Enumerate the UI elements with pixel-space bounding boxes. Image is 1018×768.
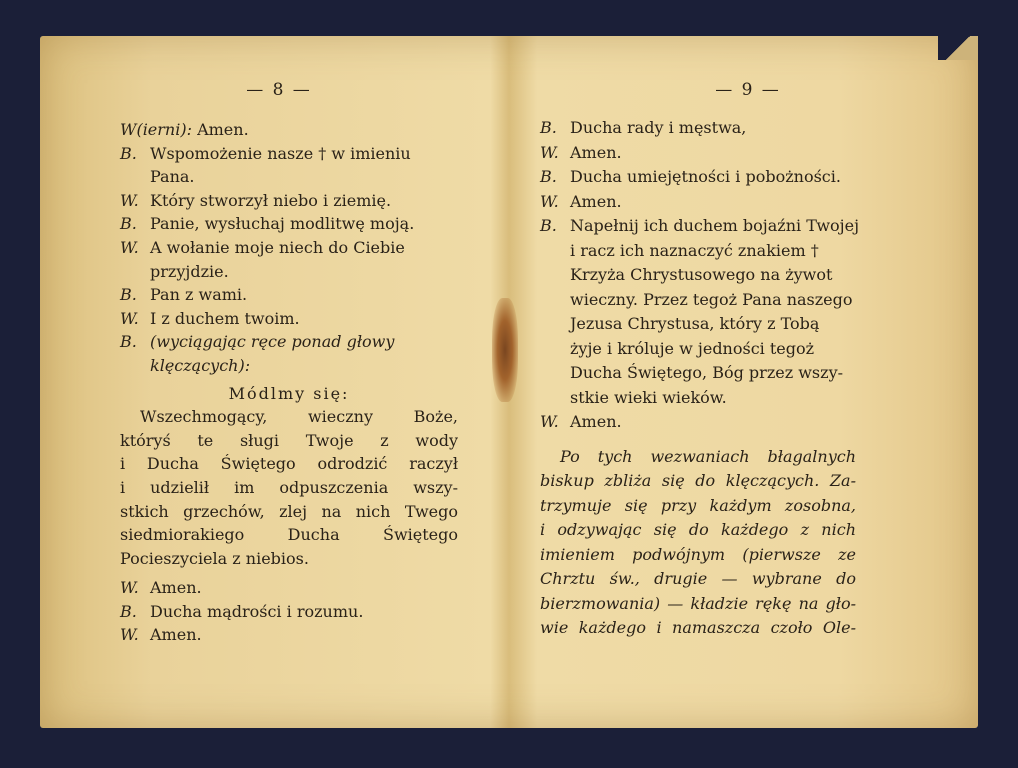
prayer-heading: Módlmy się:: [228, 383, 350, 403]
line-text: (wyciągając ręce ponad głowy: [150, 332, 395, 352]
right-page: [518, 36, 978, 728]
text-line: imieniem podwójnym (pierwsze ze: [540, 544, 856, 564]
line-text: Amen.: [570, 191, 622, 211]
speaker-label: B.: [540, 216, 557, 235]
text-line: któryś te sługi Twoje z wody: [120, 430, 458, 450]
text-line: [120, 307, 458, 331]
text-line: i udzielił im odpuszczenia wszy-: [120, 477, 458, 497]
text-line: [540, 410, 856, 435]
line-text: Amen.: [150, 578, 202, 598]
text-line: [120, 283, 458, 307]
line-text: stkie wieki wieków.: [570, 387, 727, 407]
line-text: A wołanie moje niech do Ciebie: [150, 237, 405, 257]
line-text: Jezusa Chrystusa, który z Tobą: [570, 314, 820, 333]
line-text: Krzyża Chrystusowego na żywot: [570, 265, 833, 284]
speaker-label: B.: [120, 285, 137, 305]
speaker-label: W.: [540, 142, 559, 162]
binding-stain: [492, 298, 518, 402]
speaker-label: B.: [540, 167, 557, 186]
speaker-label: W.: [120, 625, 139, 645]
text-line: siedmiorakiego Ducha Świętego: [120, 525, 458, 545]
text-line: wie każdego i namaszcza czoło Ole-: [540, 618, 856, 637]
text-line: [540, 288, 856, 313]
text-line: [120, 212, 458, 236]
text-line: i Ducha Świętego odrodzić raczył: [120, 454, 458, 474]
speaker-label: W.: [120, 237, 139, 257]
page-number-right: — 9 —: [715, 80, 781, 100]
line-text: Ducha umiejętności i pobożności.: [570, 167, 841, 186]
line-text: wieczny. Przez tegoż Pana naszego: [570, 289, 853, 309]
text-line: bierzmowania) — kładzie rękę na gło-: [540, 593, 856, 613]
left-closing: [120, 576, 458, 647]
text-line: [540, 361, 856, 386]
page-number-left: — 8 —: [246, 80, 312, 100]
line-text: i racz ich naznaczyć znakiem †: [570, 240, 819, 260]
speaker-label: W.: [120, 578, 139, 598]
text-line: [120, 142, 458, 166]
text-line: [120, 118, 458, 142]
line-text: I z duchem twoim.: [150, 308, 300, 328]
text-line: [540, 214, 860, 239]
text-line: trzymuje się przy każdym zosobna,: [540, 495, 856, 515]
right-dialogue: [540, 116, 860, 435]
text-line: Pocieszyciela z niebios.: [120, 548, 309, 568]
text-line: [540, 263, 856, 288]
booklet-spread: [40, 36, 978, 728]
text-line: Wszechmogący, wieczny Boże,: [140, 407, 458, 427]
prayer-text: [120, 405, 458, 570]
text-line: [540, 116, 856, 141]
text-line: [540, 386, 856, 411]
text-line: [120, 600, 458, 624]
speaker-label: B.: [120, 601, 137, 621]
line-text: Amen.: [150, 625, 202, 645]
line-text: Ducha Świętego, Bóg przez wszy-: [570, 363, 844, 382]
text-line: [540, 337, 856, 362]
left-page: [40, 36, 518, 728]
text-line: [120, 260, 458, 284]
line-text: Amen.: [570, 412, 622, 431]
text-line: [540, 165, 856, 190]
text-line: stkich grzechów, zlej na nich Twego: [120, 501, 458, 521]
text-line: Chrztu św., drugie — wybrane do: [540, 569, 856, 588]
left-dialogue: [120, 118, 458, 378]
text-line: [120, 165, 458, 189]
line-text: Panie, wysłuchaj modlitwę moją.: [150, 214, 415, 234]
line-text: Amen.: [197, 120, 249, 139]
speaker-label: W.: [540, 412, 559, 431]
text-line: [540, 239, 856, 264]
text-line: biskup zbliża się do klęczących. Za-: [540, 471, 856, 490]
text-line: Po tych wezwaniach błagalnych: [560, 446, 856, 466]
line-text: Napełnij ich duchem bojaźni Twojej: [570, 216, 860, 235]
right-page-text: [540, 116, 860, 641]
speaker-label: W(ierni):: [120, 120, 192, 139]
line-text: Ducha rady i męstwa,: [570, 118, 747, 137]
speaker-label: W.: [120, 308, 139, 328]
text-line: [540, 141, 856, 166]
speaker-label: B.: [120, 143, 137, 163]
text-line: [120, 236, 458, 260]
text-line: [120, 576, 458, 600]
line-text: Pan z wami.: [150, 285, 248, 305]
line-text: Który stworzył niebo i ziemię.: [150, 190, 392, 210]
text-line: [120, 623, 458, 647]
speaker-label: B.: [120, 332, 137, 352]
rubric-text: [540, 445, 856, 641]
text-line: [540, 312, 856, 337]
text-line: [120, 189, 458, 213]
line-text: przyjdzie.: [150, 261, 229, 281]
text-line: [120, 330, 458, 354]
line-text: Pana.: [150, 167, 195, 187]
line-text: Amen.: [570, 142, 622, 162]
speaker-label: W.: [120, 190, 139, 210]
text-line: [540, 190, 856, 215]
text-line: i odzywając się do każdego z nich: [540, 520, 856, 539]
speaker-label: B.: [120, 214, 137, 234]
speaker-label: W.: [540, 191, 559, 211]
left-page-text: [120, 118, 458, 647]
line-text: klęczących):: [150, 355, 251, 375]
speaker-label: B.: [540, 118, 557, 137]
line-text: żyje i króluje w jedności tegoż: [570, 338, 815, 358]
line-text: Wspomożenie nasze † w imieniu: [150, 143, 411, 163]
text-line: [120, 354, 458, 378]
line-text: Ducha mądrości i rozumu.: [150, 601, 364, 621]
